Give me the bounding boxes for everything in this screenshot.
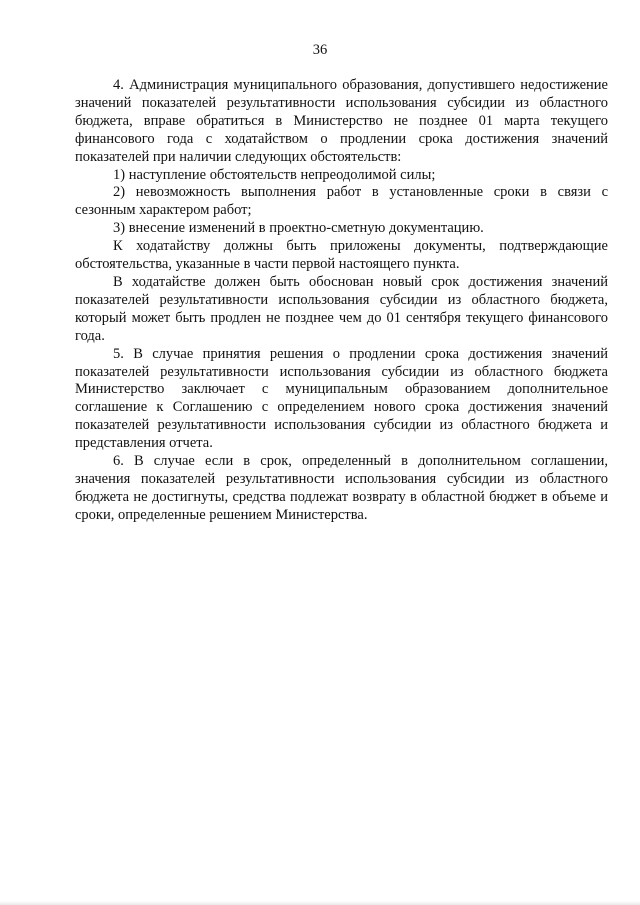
page-number: 36 — [312, 42, 328, 58]
list-item-3: 3) внесение изменений в проектно-сметную документацию. — [113, 220, 484, 237]
paragraph-4: 4. Администрация муниципального образования, допустившего недостижение значений показателей результативности использования субсидии из областного бюджета, вправе обратиться в Министерство не позднее 01 марта текущего финансового года с ходатайством о продлении срока достижения значений показателей при наличии следующих обстоятельств: — [75, 77, 608, 165]
document-body — [75, 77, 608, 525]
paragraph-6: 6. В случае если в срок, определенный в дополнительном соглашении, значения показателей результативности использования субсидии из областного бюджета не достигнуты, средства подлежат возврату в областной бюджет в объеме и сроки, определенные решением Министерства. — [75, 453, 608, 523]
scan-edge-divider — [0, 901, 640, 905]
paragraph-justification: В ходатайстве должен быть обоснован новый срок достижения значений показателей результативности использования субсидии из областного бюджета, который может быть продлен не позднее чем до 01 сентября текущего финансового года. — [75, 273, 608, 344]
list-item-2: 2) невозможность выполнения работ в установленные сроки в связи с сезонным характером работ; — [75, 184, 608, 219]
paragraph-5: 5. В случае принятия решения о продлении срока достижения значений показателей результативности использования субсидии из областного бюджета Министерство заключает с муниципальным образованием дополнительное соглашение к Соглашению с определением нового срока достижения значений показателей результативности использования субсидии из областного бюджета и представления отчета. — [75, 345, 608, 452]
paragraph-attachments: К ходатайству должны быть приложены документы, подтверждающие обстоятельства, указанные в части первой настоящего пункта. — [75, 238, 608, 273]
list-item-1: 1) наступление обстоятельств непреодолимой силы; — [113, 166, 436, 183]
